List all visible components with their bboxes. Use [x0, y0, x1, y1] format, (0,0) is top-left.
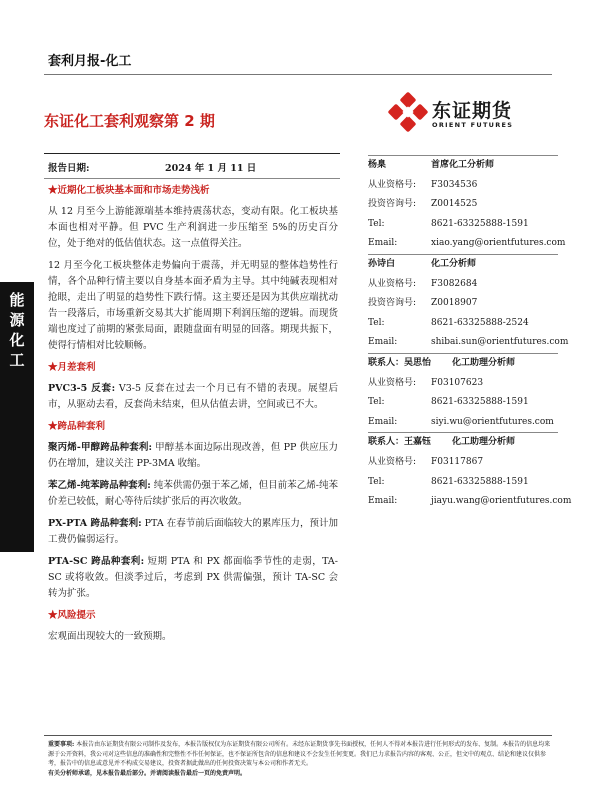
- paragraph: 12 月至今化工板块整体走势偏向于震荡，并无明显的整体趋势性行情，各个品种行情主要以自身基本面矛盾为主导。其中纯碱表现相对抢眼，走出了明显的趋势性下跌行情。这主要还是因为其供应端扰动告一段落后，市场重新交易其大扩能周期下利润压缩的逻辑。而现货端也度过了前期的紧张局面，跟随盘面有明显的回落。期现共振下，使得行情相对比较顺畅。: [48, 260, 338, 351]
- email-label: Email:: [368, 496, 398, 507]
- report-title: 东证化工套利观察第 2 期: [44, 112, 215, 130]
- email-link[interactable]: xiao.yang@orientfutures.com: [431, 238, 566, 249]
- strategy-name: PVC3-5 反套:: [48, 383, 116, 394]
- paragraph: 从 12 月至今上游能源端基本维持震荡状态，变动有限。化工板块基本面也相对平静。但 PVC 生产利润进一步压缩至 5%的历史百分位，处于绝对的低估值状态。这一点值得关注。: [48, 206, 338, 249]
- advisory-number: Z0014525: [431, 199, 478, 210]
- advisory-label: 投资咨询号:: [368, 199, 417, 210]
- tel-number: 8621-63325888-2524: [431, 317, 529, 328]
- tel-label: Tel:: [368, 317, 385, 328]
- paragraph: [48, 554, 338, 602]
- date-bar-top-rule: [44, 153, 340, 154]
- strategy-name: PTA-SC 跨品种套利:: [48, 556, 145, 567]
- tel-number: 8621-63325888-1591: [431, 218, 529, 229]
- license-number: F3082684: [431, 278, 478, 289]
- license-label: 从业资格号:: [368, 278, 417, 289]
- analyst-name: 孙诗白: [368, 258, 396, 269]
- disclaimer-footer: [48, 740, 554, 778]
- analyst-panel: [368, 155, 572, 512]
- license-label: 从业资格号:: [368, 377, 417, 388]
- analyst-card: [368, 255, 569, 353]
- license-number: F3034536: [431, 179, 478, 190]
- section-heading-cross-product: ★跨品种套利: [48, 421, 106, 432]
- tel-label: Tel:: [368, 476, 385, 487]
- strategy-name: PX-PTA 跨品种套利:: [48, 518, 142, 529]
- tel-number: 8621-63325888-1591: [431, 476, 529, 487]
- tel-number: 8621-63325888-1591: [431, 397, 529, 408]
- contact-role: 化工助理分析师: [452, 437, 516, 448]
- analyst-card: [368, 354, 558, 432]
- analyst-role: 首席化工分析师: [431, 160, 495, 170]
- paragraph: [48, 516, 338, 548]
- logo-mark-icon: [388, 92, 428, 132]
- paragraph: 宏观面出现较大的一致预期。: [48, 631, 172, 642]
- license-number: F03107623: [431, 377, 484, 388]
- side-tab-char: 化: [9, 331, 25, 349]
- disclaimer-note: 有关分析师承诺，见本报告最后部分。并请阅读报告最后一页的免责声明。: [48, 769, 247, 777]
- email-link[interactable]: siyi.wu@orientfutures.com: [431, 416, 554, 427]
- strategy-text: 短期 PTA 和 PX 都面临季节性的走弱，TA-SC 或将收敛。但淡季过后，考虑到 PX 供需偏强，预计 TA-SC 会转为扩张。: [48, 556, 339, 599]
- side-tab-char: 能: [9, 291, 25, 309]
- contact-role: 化工助理分析师: [452, 357, 516, 368]
- logo-text-cn: 东证期货: [432, 100, 513, 122]
- advisory-number: Z0018907: [431, 298, 478, 309]
- section-heading-calendar-spread: ★月差套利: [48, 362, 96, 373]
- email-label: Email:: [368, 416, 398, 427]
- report-date-label: 报告日期:: [48, 163, 90, 174]
- strategy-name: 苯乙烯-纯苯跨品种套利:: [48, 480, 151, 491]
- report-date-value: 2024 年 1 月 11 日: [165, 163, 257, 174]
- tel-label: Tel:: [368, 397, 385, 408]
- license-label: 从业资格号:: [368, 456, 417, 467]
- analyst-card: [368, 156, 566, 254]
- paragraph: [48, 440, 338, 472]
- footer-divider: [44, 735, 552, 736]
- email-link[interactable]: shibai.sun@orientfutures.com: [431, 337, 569, 348]
- email-label: Email:: [368, 337, 398, 348]
- logo-text-en: ORIENT FUTURES: [432, 121, 514, 129]
- section-heading-market: ★近期化工板块基本面和市场走势浅析: [48, 185, 210, 196]
- sector-side-tab: [0, 282, 34, 552]
- side-tab-char: 工: [9, 351, 25, 369]
- side-tab-char: 源: [9, 311, 25, 329]
- analyst-card: [368, 433, 572, 511]
- section-heading-risk: ★风险提示: [48, 610, 96, 621]
- header-divider: [44, 74, 552, 75]
- advisory-label: 投资咨询号:: [368, 298, 417, 309]
- paragraph: [48, 381, 338, 413]
- header-title: 套利月报-化工: [48, 54, 132, 69]
- email-link[interactable]: jiayu.wang@orientfutures.com: [431, 496, 572, 507]
- orient-futures-logo: [388, 92, 538, 136]
- strategy-text: V3-5 反套在过去一个月已有不错的表现。展望后市，从驱动去看，反套尚未结束，但从估值去讲，空间或已不大。: [48, 383, 338, 410]
- email-label: Email:: [368, 238, 398, 249]
- main-content: [48, 183, 338, 651]
- paragraph: [48, 478, 338, 510]
- license-number: F03117867: [431, 456, 484, 467]
- strategy-name: 聚丙烯-甲醇跨品种套利:: [48, 442, 152, 453]
- disclaimer-text: 本报告由东证期货有限公司制作及发布，本报告版权仅为东证期货有限公司所有。未经东证期货事先书面授权，任何人不得对本报告进行任何形式的发布、复制。本报告的信息均来源于公开资料，我公司对这些信息的准确性和完整性不作任何保证，也不保证所包含的信息和建议不会发生任何变更。我们已力求报告内容的客观、公正，但文中的观点、结论和建议仅供参考，报告中的信息或意见并不构成交易建议，投资者据此做出的任何投资决策与本公司和作者无关。: [48, 741, 551, 767]
- contact-name: 联系人：吴思怡: [368, 357, 432, 368]
- strategy-text: 纯苯供需仍强于苯乙烯，但目前苯乙烯-纯苯价差已较低，耐心等待后续扩张后的再次收敛。: [48, 480, 339, 507]
- license-label: 从业资格号:: [368, 179, 417, 190]
- tel-label: Tel:: [368, 218, 385, 229]
- analyst-role: 化工分析师: [431, 258, 477, 269]
- disclaimer-lead: 重要事项:: [48, 741, 75, 748]
- analyst-name: 杨臬: [368, 160, 387, 170]
- date-bar-bottom-rule: [44, 178, 340, 179]
- strategy-text: PTA 在春节前后面临较大的累库压力，预计加工费仍偏弱运行。: [48, 518, 338, 545]
- strategy-text: 甲醇基本面边际出现改善，但 PP 供应压力仍在增加，建议关注 PP-3MA 收缩。: [48, 442, 338, 469]
- contact-name: 联系人：王嘉钰: [368, 437, 432, 448]
